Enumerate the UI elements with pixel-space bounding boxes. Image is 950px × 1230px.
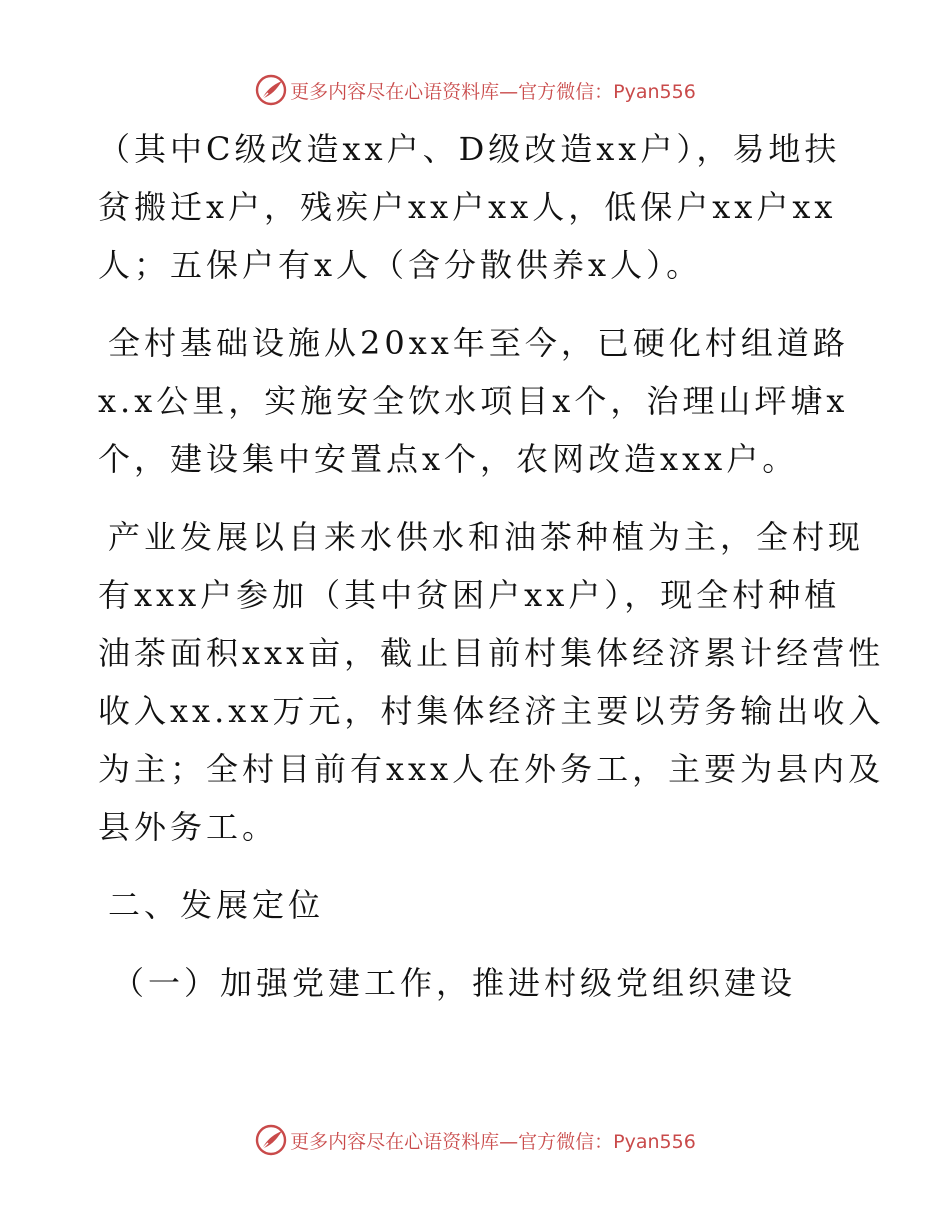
banner-text: 更多内容尽在心语资料库—官方微信：Pyan556: [290, 1130, 696, 1153]
text-line: 贫搬迁x户，残疾户xx户xx人，低保户xx户xx: [98, 188, 837, 226]
document-body: [98, 120, 885, 1012]
text-line: 油茶面积xxx亩，截止目前村集体经济累计经营性: [98, 634, 885, 672]
paragraph-households: [98, 120, 858, 294]
text-line: 全村基础设施从20xx年至今，已硬化村组道路: [108, 324, 849, 362]
text-line: 有xxx户参加（其中贫困户xx户），现全村种植: [98, 576, 841, 614]
quill-logo-icon: [254, 73, 288, 107]
text-line: 个，建设集中安置点x个，农网改造xxx户。: [98, 440, 799, 478]
footer-banner: [0, 1120, 950, 1160]
text-line: 产业发展以自来水供水和油茶种植为主，全村现: [108, 518, 865, 556]
text-line: （其中C级改造xx户、D级改造xx户），易地扶: [98, 130, 841, 168]
quill-logo-icon: [254, 1123, 288, 1157]
header-banner: [0, 70, 950, 110]
text-line: 收入xx.xx万元，村集体经济主要以劳务输出收入: [98, 692, 885, 730]
text-line: x.x公里，实施安全饮水项目x个，治理山坪塘x: [98, 382, 849, 420]
section-heading: 二、发展定位: [108, 886, 325, 924]
text-line: 县外务工。: [98, 808, 279, 846]
paragraph-industry: [98, 508, 885, 856]
banner-text: 更多内容尽在心语资料库—官方微信：Pyan556: [290, 80, 696, 103]
text-line: 为主；全村目前有xxx人在外务工，主要为县内及: [98, 750, 885, 788]
text-line: 人；五保户有x人（含分散供养x人）。: [98, 246, 703, 284]
paragraph-infrastructure: [98, 314, 858, 488]
subsection-heading: （一）加强党建工作，推进村级党组织建设: [112, 964, 797, 1002]
